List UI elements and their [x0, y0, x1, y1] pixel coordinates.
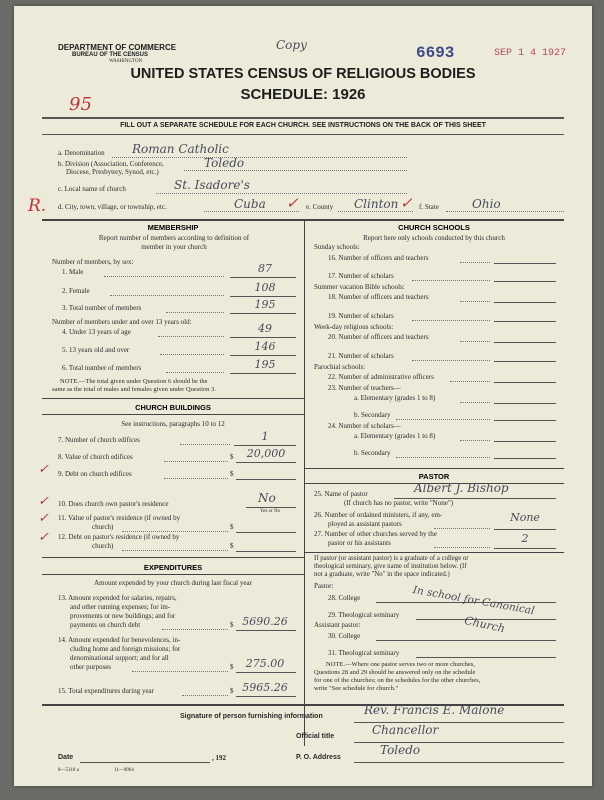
schedule-number-stamp: 6693 — [416, 44, 455, 62]
county-value: Clinton — [354, 197, 399, 211]
pastor-seminary-label: 29. Theological seminary — [328, 611, 400, 619]
over-13-label: 5. 13 years old and over — [62, 346, 130, 354]
sunday-schools-label: Sunday schools: — [314, 243, 360, 251]
membership-intro: Report number of members according to definition of — [98, 234, 250, 242]
form-title: UNITED STATES CENSUS OF RELIGIOUS BODIES — [130, 66, 476, 82]
summer-scholars-label: 19. Number of scholars — [328, 312, 394, 320]
date-received-stamp: SEP 1 4 1927 — [494, 48, 567, 59]
dollar-sign: $ — [230, 542, 234, 550]
residence-debt-label: 12. Debt on pastor's residence (if owned by — [58, 533, 180, 541]
scholars-secondary-label: b. Secondary — [354, 449, 391, 457]
pastor-heading: PASTOR — [418, 472, 450, 481]
under-13-label: 4. Under 13 years of age — [62, 328, 131, 336]
yes-no-hint: Yes or No — [260, 509, 281, 514]
benevolences-label-3: denominational support; and for all — [70, 654, 169, 662]
form-subtitle: SCHEDULE: 1926 — [240, 86, 366, 103]
sunday-officers-label: 16. Number of officers and teachers — [328, 254, 429, 262]
review-mark: R. — [28, 196, 47, 216]
graduate-instruction-2: theological seminary, give name of institution below. (If — [314, 563, 467, 570]
weekday-officers-label: 20. Number of officers and teachers — [328, 333, 429, 341]
state-value: Ohio — [472, 197, 501, 211]
division-value: Toledo — [204, 156, 245, 170]
expenditures-intro: Amount expended by your church during last fiscal year — [94, 579, 252, 587]
total-members-label: 3. Total number of members — [62, 304, 142, 312]
city-value: Cuba — [234, 197, 266, 211]
dollar-sign: $ — [230, 523, 234, 531]
parochial-schools-label: Parochial schools: — [314, 363, 366, 371]
edifices-value-value: 20,000 — [246, 447, 286, 460]
owns-residence-value: No — [258, 491, 276, 505]
benevolences-label: 14. Amount expended for benevolences, in- — [58, 636, 181, 644]
church-name-label: c. Local name of church — [58, 185, 126, 193]
schools-heading: CHURCH SCHOOLS — [398, 223, 470, 232]
date-year-label: , 192 — [212, 754, 226, 762]
over-13-value: 146 — [254, 340, 276, 353]
teachers-secondary-label: b. Secondary — [354, 411, 391, 419]
city-heading: WASHINGTON — [109, 59, 143, 64]
division-label: b. Division (Association, Conference, — [58, 160, 164, 168]
check-mark: ✓ — [38, 530, 49, 545]
state-label: f. State — [419, 203, 439, 211]
header-rule-2 — [42, 134, 564, 135]
benevolences-label-2: cluding home and foreign missions; for — [70, 645, 181, 653]
address-label: P. O. Address — [296, 754, 341, 761]
check-mark: ✓ — [38, 511, 49, 526]
dollar-sign: $ — [230, 663, 234, 671]
other-churches-label-2: pastor or his assistants — [328, 539, 391, 547]
weekday-scholars-label: 21. Number of scholars — [328, 352, 394, 360]
table-top-rule — [42, 219, 564, 221]
pastor-education-label: Pastor: — [314, 582, 334, 590]
assistant-pastors-label: 26. Number of ordained ministers, if any, em- — [314, 511, 443, 519]
buildings-heading: CHURCH BUILDINGS — [135, 403, 211, 412]
residence-debt-label-2: church) — [92, 542, 114, 550]
assistant-college-value: Church — [463, 614, 507, 636]
residence-value-label-2: church) — [92, 523, 114, 531]
owns-residence-label: 10. Does church own pastor's residence — [58, 500, 169, 508]
pastor-name-value: Albert J. Bishop — [414, 481, 509, 495]
membership-intro-2: member in your church — [141, 243, 207, 251]
benevolences-label-4: other purposes — [70, 663, 112, 671]
city-label: d. City, town, village, or township, etc. — [58, 203, 167, 211]
assistant-pastors-label-2: ployed as assistant pastors — [328, 520, 402, 528]
female-value: 108 — [254, 281, 276, 294]
pastor-note-4: write "See schedule for church." — [314, 685, 399, 692]
expenditures-heading: EXPENDITURES — [143, 563, 203, 572]
dollar-sign: $ — [230, 621, 234, 629]
division-label-2: Diocese, Presbytery, Synod, etc.) — [66, 168, 159, 176]
summer-schools-label: Summer vacation Bible schools: — [314, 283, 405, 291]
sunday-scholars-label: 17. Number of scholars — [328, 272, 394, 280]
parochial-admin-label: 22. Number of administrative officers — [328, 373, 434, 381]
dollar-sign: $ — [230, 687, 234, 695]
assistant-education-label: Assistant pastor: — [314, 621, 361, 629]
address-value: Toledo — [380, 743, 421, 757]
membership-heading: MEMBERSHIP — [147, 223, 199, 232]
teachers-elementary-label: a. Elementary (grades 1 to 8) — [354, 394, 436, 402]
members-by-sex-label: Number of members, by sex: — [52, 258, 134, 266]
summer-officers-label: 18. Number of officers and teachers — [328, 293, 429, 301]
total-expenditures-value: 5965.26 — [242, 681, 288, 694]
graduate-instruction-3: not a graduate, write "No" in the space indicated.) — [314, 571, 450, 578]
buildings-intro: See instructions, paragraphs 10 to 12 — [121, 420, 225, 428]
instruction-line: FILL OUT A SEPARATE SCHEDULE FOR EACH CHURCH. SEE INSTRUCTIONS ON THE BACK OF THIS SHEET — [120, 122, 486, 129]
running-expenses-label-3: provements or new buildings; and for — [70, 612, 176, 620]
check-mark: ✓ — [286, 194, 299, 212]
official-title-value: Chancellor — [372, 723, 439, 737]
other-churches-label: 27. Number of other churches served by the — [314, 530, 437, 538]
edifices-debt-label: 9. Debt on church edifices — [58, 470, 132, 478]
edifices-count-label: 7. Number of church edifices — [58, 436, 140, 444]
weekday-schools-label: Week-day religious schools: — [314, 323, 394, 331]
under-13-value: 49 — [258, 322, 272, 335]
pastor-college-label: 28. College — [328, 594, 361, 602]
header-rule — [42, 117, 564, 119]
check-mark: ✓ — [400, 194, 413, 212]
county-label: e. County — [306, 203, 334, 211]
pastor-note-3: for one of the churches; on the schedules for the other churches, — [314, 677, 481, 684]
membership-note: NOTE.—The total given under Question 6 should be the — [60, 378, 208, 385]
other-churches-value: 2 — [521, 532, 529, 545]
total-members-value: 195 — [254, 298, 276, 311]
pastor-note-2: Questions 28 and 29 should be answered only on the schedule — [314, 669, 476, 676]
pastor-note: NOTE.—Where one pastor serves two or more churches, — [326, 661, 475, 668]
signature-value: Rev. Francis E. Malone — [364, 703, 505, 717]
running-expenses-label: 13. Amount expended for salaries, repairs, — [58, 594, 177, 602]
parochial-teachers-label: 23. Number of teachers— — [328, 384, 401, 392]
total-by-age-value: 195 — [254, 358, 276, 371]
assistant-pastors-value: None — [510, 511, 540, 524]
male-value: 87 — [258, 262, 272, 275]
assistant-seminary-label: 31. Theological seminary — [328, 649, 400, 657]
running-expenses-label-2: and other running expenses; for im- — [70, 603, 171, 611]
form-number-2: 11—9064 — [114, 768, 134, 773]
check-mark: ✓ — [38, 494, 49, 509]
denomination-label: a. Denomination — [58, 149, 105, 157]
form-number: 8—5318 a — [58, 768, 79, 773]
residence-value-label: 11. Value of pastor's residence (if owned by — [58, 514, 181, 522]
running-expenses-value: 5690.26 — [242, 615, 288, 628]
male-label: 1. Male — [62, 268, 84, 276]
edifices-value-label: 8. Value of church edifices — [58, 453, 133, 461]
bureau-heading: BUREAU OF THE CENSUS — [72, 52, 149, 58]
assistant-college-label: 30. College — [328, 632, 361, 640]
date-label: Date — [58, 754, 74, 761]
denomination-value: Roman Catholic — [132, 142, 229, 156]
schools-intro: Report here only schools conducted by this church — [363, 234, 505, 242]
dollar-sign: $ — [230, 453, 234, 461]
scholars-elementary-label: a. Elementary (grades 1 to 8) — [354, 432, 436, 440]
pastor-name-label: 25. Name of pastor — [314, 490, 368, 498]
code-number-handwriting: 95 — [69, 94, 92, 115]
running-expenses-label-4: payments on church debt — [70, 621, 141, 629]
total-expenditures-label: 15. Total expenditures during year — [58, 687, 154, 695]
pastor-college-value: In school for Canonical — [411, 584, 536, 618]
benevolences-value: 275.00 — [245, 657, 285, 670]
age-heading: Number of members under and over 13 years old: — [52, 318, 192, 326]
copy-handwriting: Copy — [276, 38, 307, 52]
department-heading: DEPARTMENT OF COMMERCE — [58, 43, 177, 52]
parochial-scholars-label: 24. Number of scholars— — [328, 422, 401, 430]
official-title-label: Official title — [296, 733, 335, 740]
graduate-instruction: If pastor (or assistant pastor) is a graduate of a college or — [314, 555, 469, 562]
census-schedule-form — [14, 6, 592, 786]
pastor-name-note: (If church has no pastor, write "None") — [344, 499, 454, 507]
membership-note-2: same as the total of males and females given under Question 3. — [52, 386, 216, 393]
total-by-age-label: 6. Total number of members — [62, 364, 142, 372]
edifices-count-value: 1 — [261, 430, 269, 443]
dollar-sign: $ — [230, 470, 234, 478]
church-name-value: St. Isadore's — [174, 178, 250, 192]
check-mark: ✓ — [38, 462, 49, 477]
female-label: 2. Female — [62, 287, 90, 295]
signature-label: Signature of person furnishing information — [180, 713, 323, 720]
